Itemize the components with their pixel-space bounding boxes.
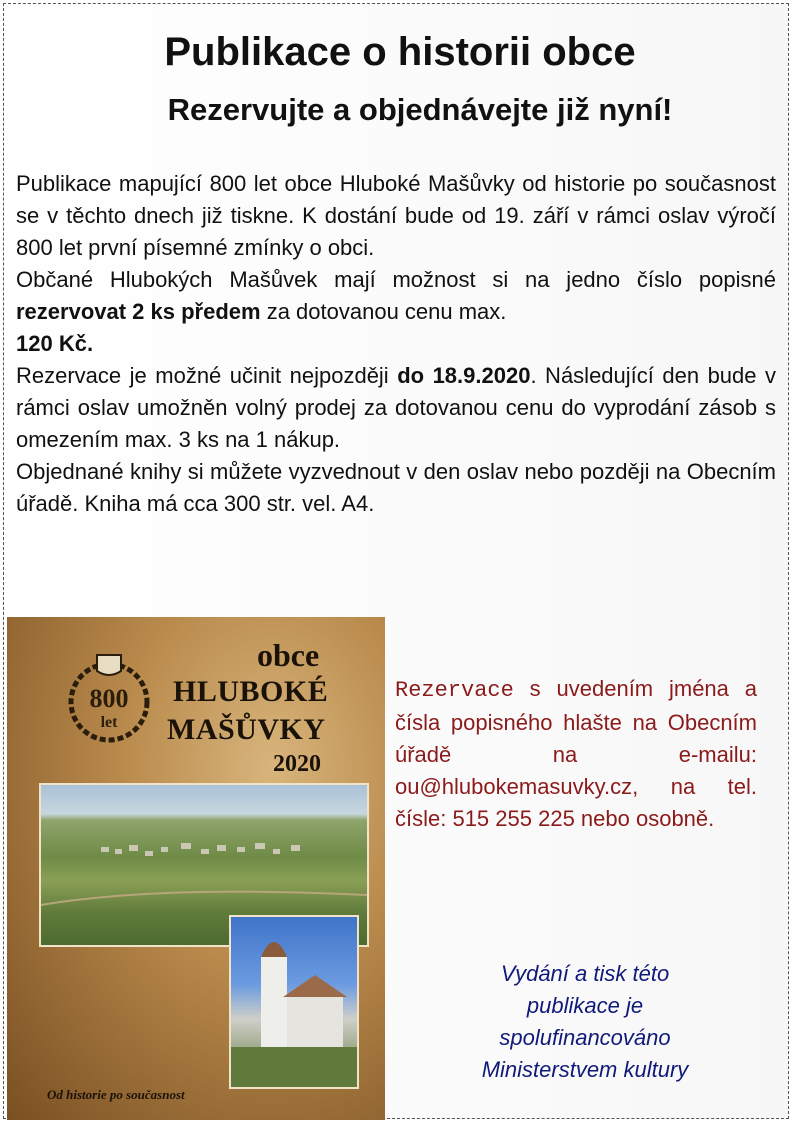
church-photo (229, 915, 359, 1089)
paragraph-deadline: Rezervace je možné učinit nejpozději do 18.9.2020. Následující den bude v rámci oslav umožněn volný prodej za dotovanou cenu do vyprodání zásob s omezením max. 3 ks na 1 nákup. (16, 363, 776, 452)
cover-caption: Od historie po současnost (47, 1087, 185, 1102)
cover-title-line2: MAŠŮVKY (167, 713, 326, 746)
body-text (16, 168, 776, 520)
book-cover-image (7, 617, 385, 1120)
paragraph-intro: Publikace mapující 800 let obce Hluboké Mašůvky od historie po současnost se v těchto dnech již tiskne. K dostání bude od 19. září v rámci oslav výročí 800 let první písemné zmínky o obci. (16, 171, 776, 260)
page-title: Publikace o historii obce (164, 30, 636, 74)
emblem-word: let (100, 714, 118, 731)
emblem-number: 800 (89, 684, 129, 713)
anniversary-emblem-icon (59, 647, 159, 747)
cover-obce: obce (257, 637, 320, 673)
funding-note: Vydání a tisk této publikace je spolufinancováno Ministerstvem kultury (481, 961, 689, 1082)
page-subtitle: Rezervujte a objednávejte již nyní! (167, 92, 673, 127)
cover-year: 2020 (273, 751, 321, 777)
paragraph-reservation-offer: Občané Hlubokých Mašůvek mají možnost si na jedno číslo popisné rezervovat 2 ks předem za dotovanou cenu max. (16, 267, 776, 324)
paragraph-price: 120 Kč. (16, 331, 94, 356)
cover-title-line1: HLUBOKÉ (173, 675, 329, 708)
reservation-info: Rezervace s uvedením jména a čísla popisného hlašte na Obecním úřadě na e-mailu: ou@hlubokemasuvky.cz, na tel. čísle: 515 255 225 nebo osobně. (395, 676, 757, 831)
paragraph-pickup: Objednané knihy si můžete vyzvednout v den oslav nebo později na Obecním úřadě. Kniha má cca 300 str. vel. A4. (16, 459, 776, 516)
church-icon (231, 917, 357, 1087)
